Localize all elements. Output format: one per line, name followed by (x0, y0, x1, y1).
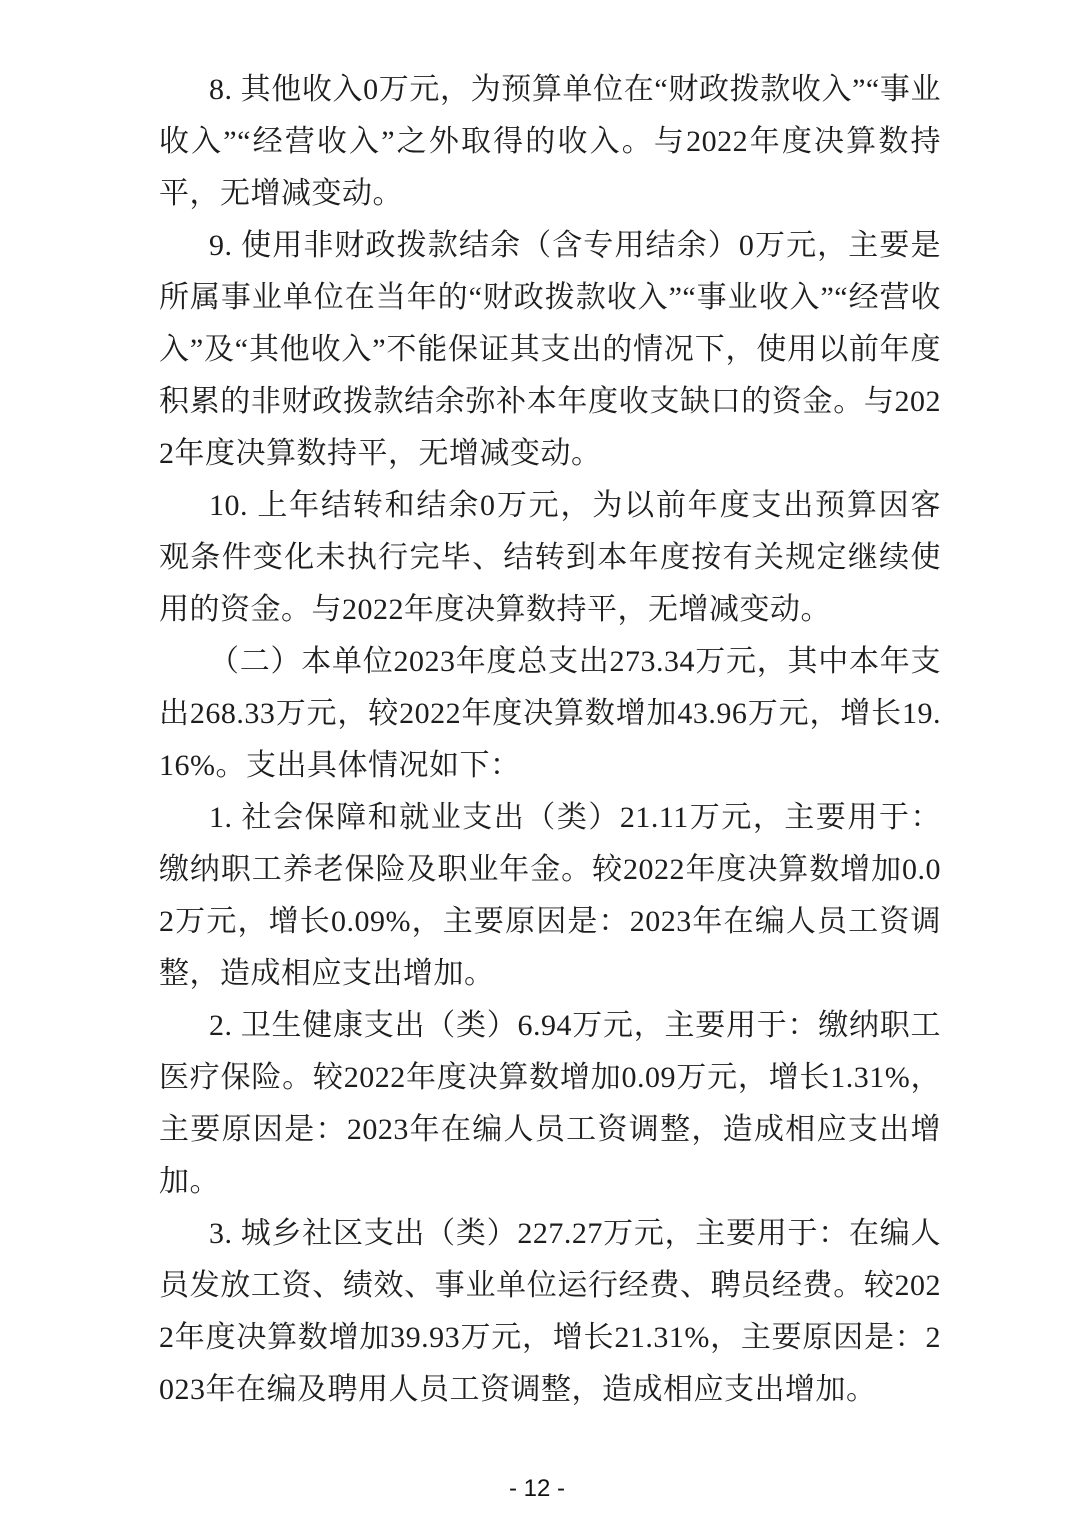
paragraph-section-2-total-expenditure: （二）本单位2023年度总支出273.34万元，其中本年支出268.33万元，较2022年度决算数增加43.96万元，增长19.16%。支出具体情况如下： (159, 645, 941, 782)
page-number: - 12 - (508, 1475, 565, 1502)
paragraph-expenditure-item-2: 2. 卫生健康支出（类）6.94万元，主要用于：缴纳职工医疗保险。较2022年度决算数增加0.09万元，增长1.31%，主要原因是：2023年在编人员工资调整，造成相应支出增加。 (159, 1009, 941, 1198)
paragraph-item-10: 10. 上年结转和结余0万元，为以前年度支出预算因客观条件变化未执行完毕、结转到本年度按有关规定继续使用的资金。与2022年度决算数持平，无增减变动。 (159, 489, 941, 626)
paragraph-item-9: 9. 使用非财政拨款结余（含专用结余）0万元，主要是所属事业单位在当年的“财政拨款收入”“事业收入”“经营收入”及“其他收入”不能保证其支出的情况下，使用以前年度积累的非财政拨款结余弥补本年度收支缺口的资金。与2022年度决算数持平，无增减变动。 (159, 229, 941, 470)
paragraph-expenditure-item-3: 3. 城乡社区支出（类）227.27万元，主要用于：在编人员发放工资、绩效、事业单位运行经费、聘员经费。较2022年度决算数增加39.93万元，增长21.31%，主要原因是：2023年在编及聘用人员工资调整，造成相应支出增加。 (159, 1217, 941, 1406)
paragraph-item-8: 8. 其他收入0万元，为预算单位在“财政拨款收入”“事业收入”“经营收入”之外取得的收入。与2022年度决算数持平，无增减变动。 (159, 73, 941, 210)
paragraph-expenditure-item-1: 1. 社会保障和就业支出（类）21.11万元，主要用于：缴纳职工养老保险及职业年金。较2022年度决算数增加0.02万元，增长0.09%，主要原因是：2023年在编人员工资调整，造成相应支出增加。 (159, 801, 941, 990)
document-body (159, 64, 941, 1416)
